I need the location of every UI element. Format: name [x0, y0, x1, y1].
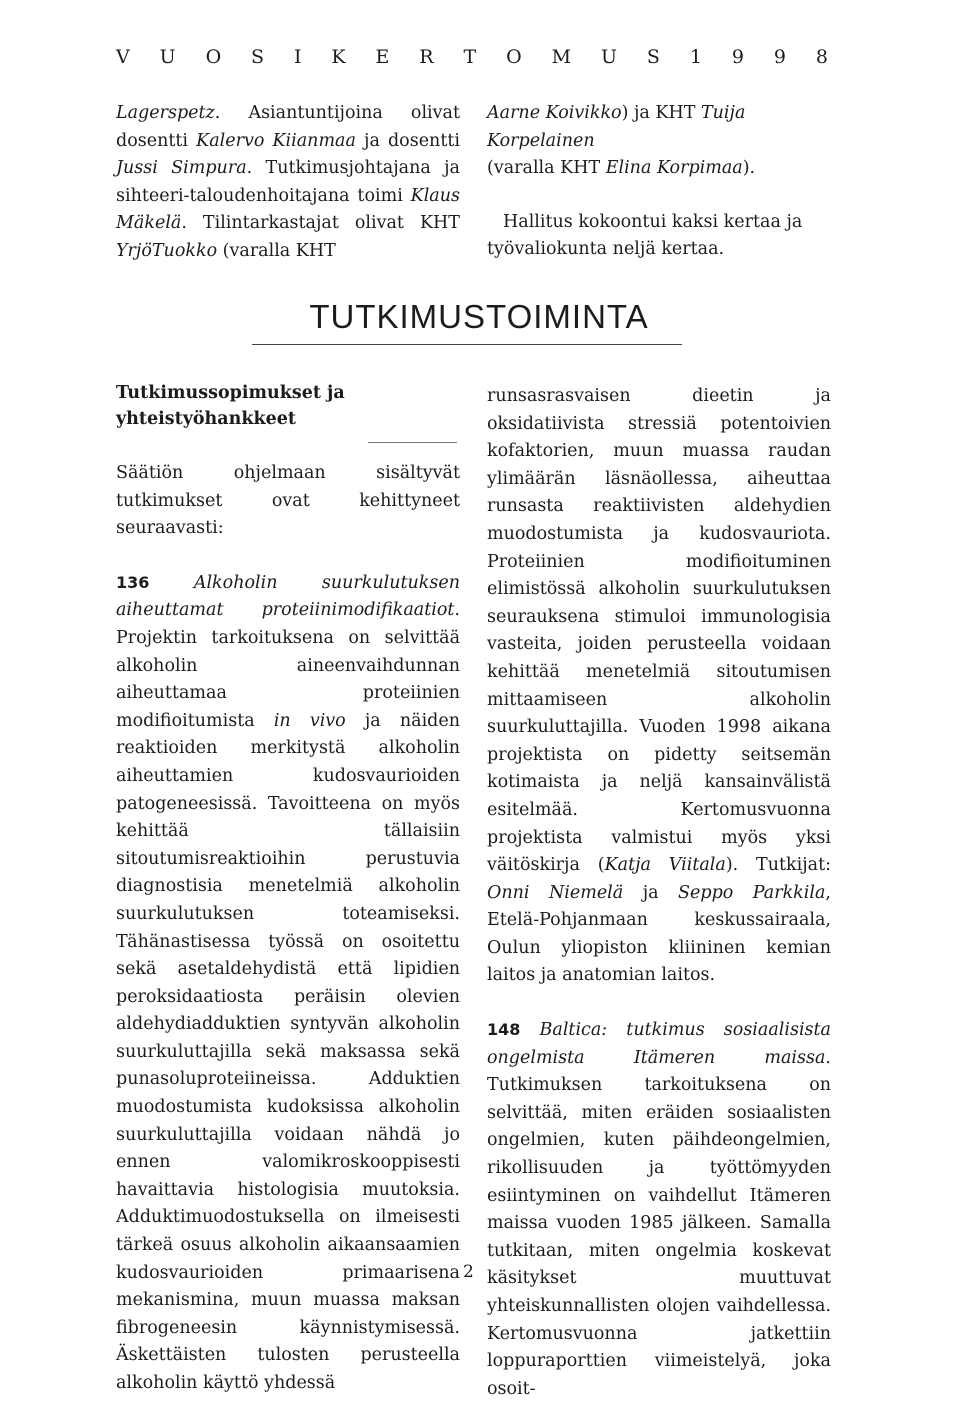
section-title: TUTKIMUSTOIMINTA	[309, 298, 649, 335]
page-number: 2	[463, 1262, 474, 1282]
header-letter: E	[375, 46, 390, 68]
main-right-column	[487, 383, 831, 1403]
item-number: 136	[116, 572, 150, 592]
person-name: Seppo Parkkila	[678, 882, 826, 903]
header-letter: U	[600, 46, 617, 68]
intro-left-column	[116, 100, 460, 266]
person-name: Tuija Korpelainen	[487, 103, 746, 151]
header-letter: 9	[773, 46, 786, 68]
header-letter: T	[463, 46, 477, 68]
item-number: 148	[487, 1020, 521, 1040]
header-letter: S	[251, 46, 265, 68]
intro-right-column	[487, 100, 831, 264]
item-title: Alkoholin suurkulutuksen aiheuttamat proteiinimodifikaatiot	[116, 572, 460, 621]
header-letter: 9	[731, 46, 744, 68]
item-title: Baltica: tutkimus sosiaalisista ongelmista Itämeren maissa	[487, 1020, 831, 1068]
board-meetings-paragraph: Hallitus kokoontui kaksi kertaa ja työvaliokunta neljä kertaa.	[487, 211, 803, 260]
header-letter: R	[419, 46, 434, 68]
header-letter: U	[159, 46, 176, 68]
header-letter: K	[331, 46, 346, 68]
running-header	[116, 46, 828, 68]
subheading: Tutkimussopimukset ja yhteistyöhankkeet	[116, 383, 345, 429]
header-letter: I	[293, 46, 302, 68]
header-letter: 1	[689, 46, 702, 68]
section-intro: Säätiön ohjelmaan sisältyvät tutkimukset ovat kehittyneet seuraavasti:	[116, 463, 460, 539]
person-name: Klaus Mäkelä	[116, 185, 460, 234]
header-letter: O	[205, 46, 222, 68]
item-148-paragraph: 148 Baltica: tutkimus sosiaalisista ongelmista Itämeren maissa. Tutkimuksen tarkoituksena on selvittää, miten eräiden sosiaalisten ongelmien, kuten päihdeongelmien, rikollisuuden ja työttömyyden esiintyminen on vaihdellut Itämeren maissa vuoden 1985 jälkeen. Samalla tutkitaan, miten ongelmia koskevat käsitykset muuttuvat yhteiskunnallisten olojen vaihdellessa. Kertomusvuonna jatkettiin loppuraporttien viimeistelyä, joka osoit-	[487, 1020, 831, 1399]
item-136-continued: runsasrasvaisen dieetin ja oksidatiivista stressiä potentoivien kofaktorien, muun muassa raudan ylimäärän läsnäollessa, aiheuttaa runsasta reaktiivisten aldehydien muodostumista ja kudosvauriota. Proteiinien modifioituminen elimistössä alkoholin suurkulutuksen seurauksena stimuloi immunologisia vasteita, joiden perusteella voidaan kehittää menetelmiä sitoutumisen mittaamiseen alkoholin suurkuluttajilla. Vuoden 1998 aikana projektista on pidetty seitsemän kotimaista ja neljä kansainvälistä esitelmää. Kertomusvuonna projektista valmistui myös yksi väitöskirja (Katja Viitala). Tutkijat: Onni Niemelä ja Seppo Parkkila, Etelä-Pohjanmaan keskussairaala, Oulun yliopiston kliininen kemian laitos ja anatomian laitos.	[487, 386, 831, 986]
header-letter: 8	[815, 46, 828, 68]
person-name: Aarne Koivikko	[487, 103, 622, 123]
person-name: Lagerspetz	[116, 103, 215, 123]
subheading-divider	[368, 442, 457, 443]
main-left-column	[116, 460, 460, 1398]
item-136-paragraph: 136 Alkoholin suurkulutuksen aiheuttamat proteiinimodifikaatiot. Projektin tarkoituksena on selvittää alkoholin aineenvaihdunnan aiheuttamaa proteiinien modifioitumista in vivo ja näiden reaktioiden merkitystä alkoholin aiheuttamien kudosvaurioiden patogeneesissä. Tavoitteena on myös kehittää tällaisiin sitoutumisreaktioihin perustuvia diagnostisia menetelmiä alkoholin suurkulutuksen toteamiseksi. Tähänastisessa työssä on osoitettu sekä asetaldehydistä että lipidien peroksidaatiosta peräisin olevien aldehydiadduktien syntyvän alkoholin suurkuluttajilla sekä maksassa sekä punasoluproteiineissa. Adduktien muodostumista kudoksissa alkoholin suurkuluttajilla voidaan nähdä jo ennen valomikroskooppisesti havaittavia histologisia muutoksia. Adduktimuodostuksella on ilmeisesti tärkeä osuus alkoholin aikaansaamien kudosvaurioiden primaarisena mekanismina, muun muassa maksan fibrogeneesin käynnistymisessä. Äskettäisten tulosten perusteella alkoholin käyttö yhdessä	[116, 572, 460, 1393]
person-name: Onni Niemelä	[487, 882, 624, 903]
person-name: Elina Korpimaa	[605, 158, 743, 179]
intro-left-paragraph: Lagerspetz. Asiantuntijoina olivat dosentti Kalervo Kiianmaa ja dosentti Jussi Simpura. Tutkimusjohtajana ja sihteeri-taloudenhoitajana toimi Klaus Mäkelä. Tilintarkastajat olivat KHT YrjöTuokko (varalla KHT	[116, 103, 460, 261]
person-name: Kalervo Kiianmaa	[196, 130, 356, 151]
intro-right-paragraph: Aarne Koivikko) ja KHT Tuija Korpelainen (varalla KHT Elina Korpimaa).	[487, 103, 756, 179]
section-divider	[252, 344, 682, 345]
person-name: YrjöTuokko	[116, 240, 218, 261]
header-letter: O	[506, 46, 522, 68]
person-name: Katja Viitala	[604, 855, 726, 876]
person-name: Jussi Simpura	[116, 158, 247, 179]
header-letter: M	[551, 46, 572, 68]
header-letter: S	[646, 46, 660, 68]
header-letter: V	[116, 46, 130, 68]
